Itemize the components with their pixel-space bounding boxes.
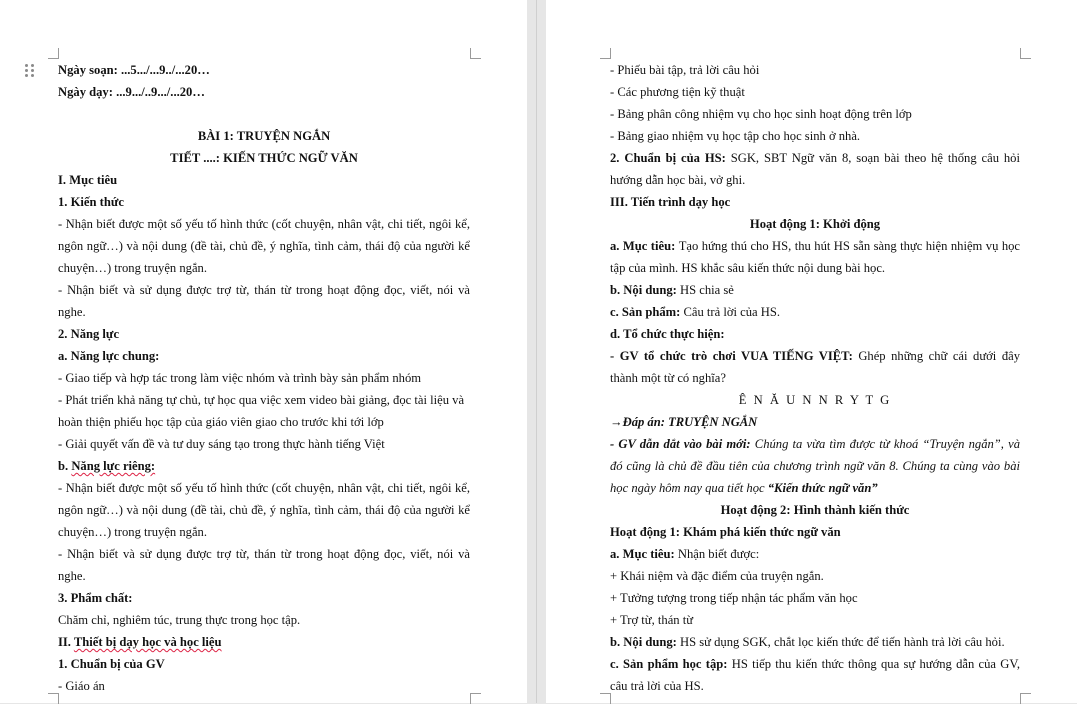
page-text-right[interactable] bbox=[610, 59, 1020, 697]
drag-handle-icon[interactable] bbox=[25, 64, 35, 78]
text-run: HS chia sẻ bbox=[680, 283, 734, 297]
text-run: - GV dẫn dắt vào bài mới: bbox=[610, 437, 755, 451]
text-line bbox=[58, 455, 470, 477]
text-run: III. Tiến trình dạy học bbox=[610, 195, 731, 209]
text-run: c. Sản phẩm học tập: bbox=[610, 657, 732, 671]
text-line bbox=[610, 609, 1020, 631]
text-line bbox=[58, 499, 470, 521]
text-line bbox=[610, 411, 1020, 433]
text-run: chuyện…) trong truyện ngắn. bbox=[58, 525, 207, 539]
text-line bbox=[58, 125, 470, 147]
text-line bbox=[58, 631, 470, 653]
text-line bbox=[58, 191, 470, 213]
text-line bbox=[610, 59, 1020, 81]
margin-corner-mark bbox=[600, 48, 611, 59]
text-line bbox=[58, 521, 470, 543]
text-run: b. Nội dung: bbox=[610, 283, 680, 297]
text-line bbox=[58, 653, 470, 675]
text-run: Hoạt động 1: Khám phá kiến thức ngữ văn bbox=[610, 525, 841, 539]
text-line bbox=[58, 345, 470, 367]
text-line bbox=[610, 323, 1020, 345]
text-line bbox=[58, 367, 470, 389]
text-line bbox=[610, 103, 1020, 125]
text-run: c. Sản phẩm: bbox=[610, 305, 684, 319]
text-run: Thiết bị dạy học và học liệu bbox=[73, 635, 222, 649]
text-line bbox=[610, 455, 1020, 477]
text-run: Hoạt động 2: Hình thành kiến thức bbox=[720, 503, 910, 517]
text-run: a. Mục tiêu: bbox=[610, 239, 679, 253]
text-line bbox=[58, 389, 470, 411]
text-line bbox=[58, 543, 470, 565]
text-line bbox=[58, 213, 470, 235]
text-run: ngôn ngữ…) và nội dung (đề tài, chủ đề, ý nghĩa, tình cảm, thái độ của người kể bbox=[58, 239, 470, 253]
text-run: b. Nội dung: bbox=[610, 635, 680, 649]
text-line bbox=[58, 81, 470, 103]
text-line bbox=[58, 147, 470, 169]
text-line bbox=[610, 675, 1020, 697]
text-line bbox=[610, 477, 1020, 499]
text-run: →Đáp án: TRUYỆN NGẮN bbox=[610, 415, 758, 429]
text-run: 2. Năng lực bbox=[58, 327, 120, 341]
text-run: câu trả lời của HS. bbox=[610, 679, 704, 693]
text-line bbox=[610, 367, 1020, 389]
text-run: hoàn thiện phiếu học tập của giáo viên giao cho trước khi tới lớp bbox=[58, 415, 384, 429]
text-line bbox=[58, 587, 470, 609]
text-run: nghe. bbox=[58, 305, 86, 319]
page-divider bbox=[536, 0, 537, 703]
text-run: 1. Chuẩn bị của GV bbox=[58, 657, 165, 671]
text-run: 3. Phẩm chất: bbox=[58, 591, 133, 605]
text-run: - Giáo án bbox=[58, 679, 105, 693]
margin-corner-mark bbox=[470, 48, 481, 59]
text-line bbox=[610, 653, 1020, 675]
text-run: Nhận biết được: bbox=[677, 547, 760, 561]
text-run: HS tiếp thu kiến thức thông qua sự hướng dẫn của GV, bbox=[731, 657, 1020, 671]
text-run: - Các phương tiện kỹ thuật bbox=[610, 85, 745, 99]
text-run: tập của mình. HS khắc sâu kiến thức nội dung bài học. bbox=[610, 261, 886, 275]
text-line bbox=[610, 631, 1020, 653]
text-run: 1. Kiến thức bbox=[58, 195, 124, 209]
text-run: d. Tổ chức thực hiện: bbox=[610, 327, 725, 341]
margin-corner-mark bbox=[1020, 693, 1031, 704]
text-line bbox=[58, 103, 470, 125]
text-line bbox=[58, 257, 470, 279]
document-page-left bbox=[0, 0, 527, 703]
text-run: b. bbox=[58, 459, 72, 473]
text-line bbox=[58, 565, 470, 587]
text-line bbox=[610, 81, 1020, 103]
text-run: + Trợ từ, thán từ bbox=[610, 613, 694, 627]
text-run: - Giao tiếp và hợp tác trong làm việc nhóm và trình bày sản phẩm nhóm bbox=[58, 371, 422, 385]
text-run: “Kiến thức ngữ văn” bbox=[767, 481, 878, 495]
text-run: đó cũng là chủ đề đầu tiên của chương trình ngữ văn 8. Chúng ta cùng vào bài bbox=[610, 459, 1020, 473]
text-run: hướng dẫn học bài, vở ghi. bbox=[610, 173, 746, 187]
text-run: chuyện…) trong truyện ngắn. bbox=[58, 261, 207, 275]
text-line bbox=[610, 521, 1020, 543]
text-run: ngôn ngữ…) và nội dung (đề tài, chủ đề, ý nghĩa, tình cảm, thái độ của người kể bbox=[58, 503, 470, 517]
text-run: Năng lực riêng: bbox=[71, 459, 156, 473]
text-line bbox=[610, 565, 1020, 587]
text-line bbox=[610, 389, 1020, 411]
text-run: I. Mục tiêu bbox=[58, 173, 118, 187]
text-run: Chăm chỉ, nghiêm túc, trung thực trong học tập. bbox=[58, 613, 301, 627]
text-line bbox=[58, 433, 470, 455]
text-line bbox=[58, 477, 470, 499]
text-run: Ghép những chữ cái dưới đây bbox=[858, 349, 1020, 363]
text-line bbox=[58, 675, 470, 697]
text-line bbox=[610, 587, 1020, 609]
text-line bbox=[610, 433, 1020, 455]
text-run: nghe. bbox=[58, 569, 86, 583]
text-run: thành một từ có nghĩa? bbox=[610, 371, 726, 385]
text-line bbox=[58, 279, 470, 301]
text-line bbox=[610, 499, 1020, 521]
text-line bbox=[610, 147, 1020, 169]
text-line bbox=[58, 235, 470, 257]
text-run: - Nhận biết được một số yếu tố hình thức (cốt chuyện, nhân vật, chi tiết, ngôi kể, bbox=[58, 217, 470, 231]
text-run: TIẾT ....: KIẾN THỨC NGỮ VĂN bbox=[170, 151, 358, 165]
text-run: - Nhận biết và sử dụng được trợ từ, thán từ trong hoạt động đọc, viết, nói và bbox=[58, 283, 470, 297]
text-run: a. Mục tiêu: bbox=[610, 547, 678, 561]
text-line bbox=[610, 301, 1020, 323]
text-run: Hoạt động 1: Khởi động bbox=[749, 217, 881, 231]
text-run: BÀI 1: TRUYỆN NGẮN bbox=[197, 129, 331, 143]
text-run: + Khái niệm và đặc điểm của truyện ngắn. bbox=[610, 569, 824, 583]
text-line bbox=[610, 125, 1020, 147]
text-run: - GV tổ chức trò chơi VUA TIẾNG VIỆT: bbox=[610, 349, 859, 363]
page-text-left[interactable] bbox=[58, 59, 470, 697]
text-run: - Nhận biết được một số yếu tố hình thức (cốt chuyện, nhân vật, chi tiết, ngôi kể, bbox=[58, 481, 470, 495]
text-line bbox=[58, 323, 470, 345]
text-line bbox=[610, 213, 1020, 235]
text-line bbox=[610, 279, 1020, 301]
text-line bbox=[610, 169, 1020, 191]
text-run: Tạo hứng thú cho HS, thu hút HS sẵn sàng thực hiện nhiệm vụ học bbox=[678, 239, 1020, 253]
document-page-right bbox=[546, 0, 1077, 703]
text-run: - Nhận biết và sử dụng được trợ từ, thán từ trong hoạt động đọc, viết, nói và bbox=[58, 547, 470, 561]
text-run: HS sử dụng SGK, chắt lọc kiến thức để tiến hành trả lời câu hỏi. bbox=[680, 635, 1005, 649]
text-run: 2. Chuẩn bị của HS: bbox=[610, 151, 731, 165]
text-line bbox=[58, 609, 470, 631]
text-line bbox=[610, 191, 1020, 213]
text-line bbox=[610, 543, 1020, 565]
text-run: a. Năng lực chung: bbox=[58, 349, 160, 363]
text-run: SGK, SBT Ngữ văn 8, soạn bài theo hệ thống câu hỏi bbox=[730, 151, 1020, 165]
text-run: - Bảng giao nhiệm vụ học tập cho học sinh ở nhà. bbox=[610, 129, 861, 143]
text-run: Ngày dạy: ...9.../..9.../...20… bbox=[58, 85, 205, 99]
text-run: Chúng ta vừa tìm được từ khoá “Truyện ngắn”, và bbox=[754, 437, 1020, 451]
text-line bbox=[610, 345, 1020, 367]
text-run: + Tưởng tượng trong tiếp nhận tác phẩm văn học bbox=[610, 591, 858, 605]
margin-corner-mark bbox=[48, 48, 59, 59]
text-line bbox=[58, 59, 470, 81]
text-line bbox=[58, 169, 470, 191]
text-line bbox=[610, 235, 1020, 257]
margin-corner-mark bbox=[1020, 48, 1031, 59]
margin-corner-mark bbox=[470, 693, 481, 704]
text-run: - Giải quyết vấn đề và tư duy sáng tạo trong thực hành tiếng Việt bbox=[58, 437, 385, 451]
text-line bbox=[610, 257, 1020, 279]
text-run: II. bbox=[58, 635, 74, 649]
text-line bbox=[58, 411, 470, 433]
text-run: Câu trả lời của HS. bbox=[683, 305, 781, 319]
text-run: - Bảng phân công nhiệm vụ cho học sinh hoạt động trên lớp bbox=[610, 107, 912, 121]
text-run: - Phát triển khả năng tự chủ, tự học qua việc xem video bài giảng, đọc tài liệu và bbox=[58, 393, 465, 407]
text-run: học ngày hôm nay qua tiết học bbox=[610, 481, 768, 495]
text-run: Ngày soạn: ...5.../...9../...20… bbox=[58, 63, 210, 77]
text-run: Ê N Ă U N N R Y T G bbox=[738, 393, 892, 407]
text-line bbox=[58, 301, 470, 323]
text-run: - Phiếu bài tập, trả lời câu hỏi bbox=[610, 63, 760, 77]
